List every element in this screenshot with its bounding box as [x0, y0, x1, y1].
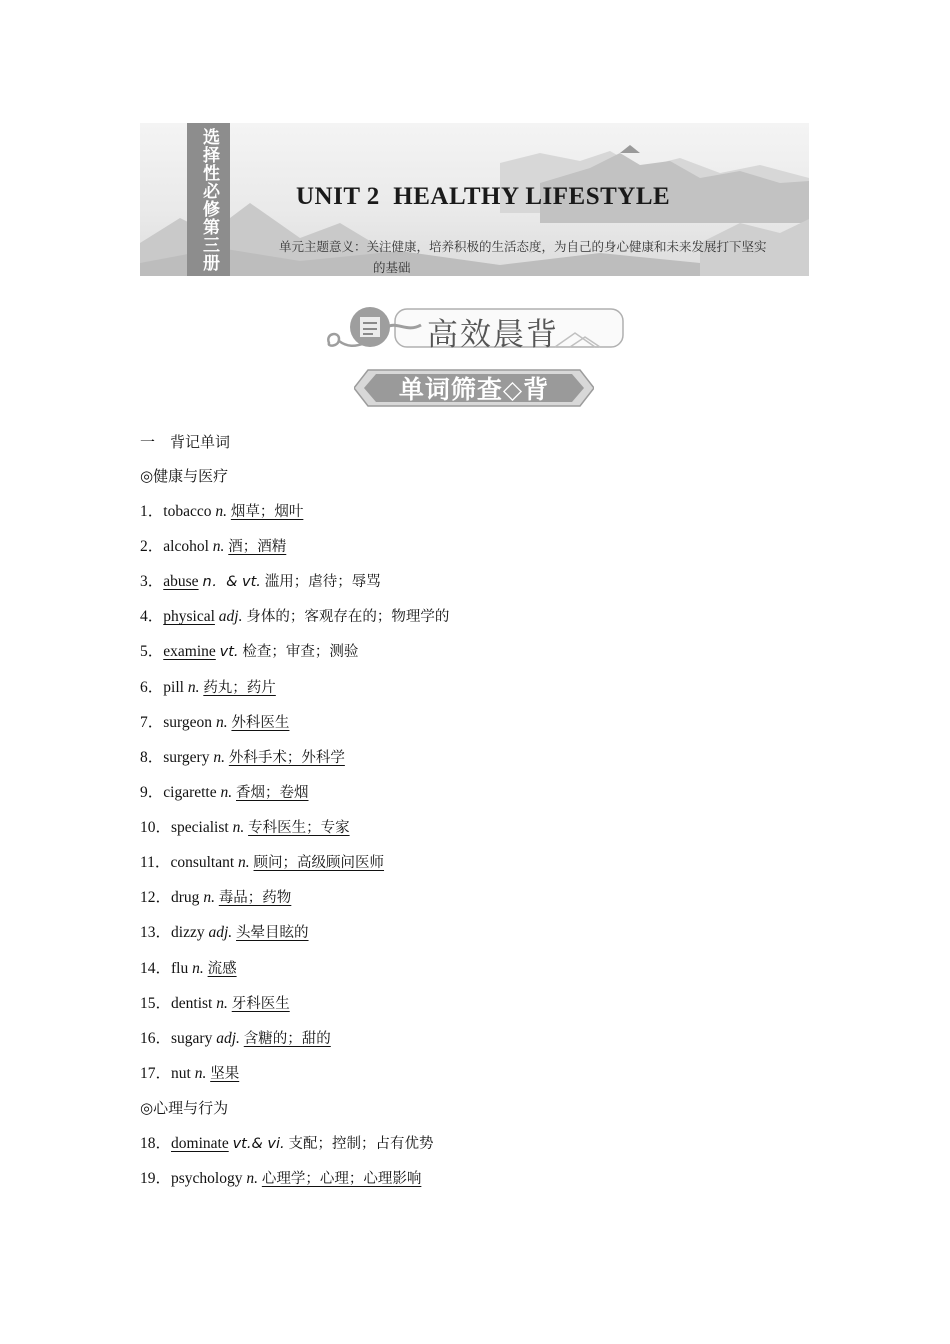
item-pos: n. [215, 714, 228, 731]
item-pos: vt.& vi. [232, 1136, 285, 1152]
section-badge-secondary-label: 单词筛查◇背 [398, 375, 550, 404]
item-number: 17． [140, 1065, 172, 1082]
item-word: consultant [170, 854, 235, 871]
list-item [140, 815, 350, 837]
item-pos: n. [215, 503, 227, 520]
list-item [140, 1131, 433, 1153]
section-badge-primary [325, 303, 625, 355]
item-word: flu [171, 960, 189, 977]
item-number: 4． [140, 608, 164, 625]
item-word: cigarette [163, 784, 217, 801]
list-item [140, 1166, 421, 1188]
item-meaning: 流感 [207, 961, 237, 977]
item-pos: n．& vt. [202, 574, 261, 590]
item-number: 12． [140, 889, 172, 906]
item-word: dominate [171, 1135, 229, 1152]
item-number: 13． [140, 924, 172, 941]
item-meaning: 毒品；药物 [218, 890, 292, 906]
item-meaning: 药丸；药片 [203, 680, 276, 696]
list-item [140, 991, 290, 1013]
list-item [140, 604, 449, 626]
item-meaning: 顾问；高级顾问医师 [253, 855, 385, 871]
item-pos: n. [246, 1170, 258, 1187]
item-word: alcohol [163, 538, 209, 555]
item-number: 19． [140, 1170, 172, 1187]
item-meaning: 滥用；虐待；辱骂 [264, 574, 381, 590]
item-number: 8． [140, 749, 164, 766]
item-word: nut [171, 1065, 191, 1082]
item-word: surgeon [163, 714, 213, 731]
item-number: 14． [140, 960, 172, 977]
item-meaning: 酒；酒精 [228, 539, 287, 555]
item-meaning: 支配；控制；占有优势 [288, 1136, 434, 1152]
item-word: examine [163, 643, 216, 660]
item-meaning: 含糖的；甜的 [243, 1031, 331, 1047]
item-word: surgery [163, 749, 210, 766]
item-pos: adj. [218, 608, 243, 625]
unit-theme-line1: 单元主题意义：关注健康，培养积极的生活态度，为自己的身心健康和未来发展打下坚实 [279, 239, 767, 254]
unit-theme-line2: 的基础 [373, 260, 411, 275]
item-meaning: 坚果 [210, 1066, 240, 1082]
item-number: 9． [140, 784, 164, 801]
section-badge-primary-label: 高效晨背 [427, 317, 559, 353]
item-word: abuse [163, 573, 199, 590]
item-pos: adj. [208, 924, 233, 941]
item-number: 3． [140, 573, 164, 590]
item-number: 16． [140, 1030, 172, 1047]
section-title: 一 背记单词 [140, 433, 231, 451]
item-number: 6． [140, 679, 164, 696]
item-pos: n. [203, 889, 215, 906]
item-word: dizzy [171, 924, 205, 941]
volume-label: 选择性必修第三册 [199, 127, 219, 272]
item-pos: n. [187, 679, 200, 696]
item-meaning: 检查；审查；测验 [242, 644, 359, 660]
list-item [140, 956, 237, 978]
item-word: pill [163, 679, 184, 696]
item-word: physical [163, 608, 215, 625]
item-pos: n. [238, 854, 250, 871]
item-pos: n. [192, 960, 204, 977]
unit-banner [140, 123, 809, 276]
item-pos: n. [194, 1065, 207, 1082]
item-meaning: 头晕目眩的 [236, 925, 309, 941]
item-meaning: 专科医生；专家 [248, 820, 350, 836]
list-item [140, 885, 291, 907]
item-number: 11． [140, 854, 171, 871]
list-item [140, 780, 309, 802]
item-number: 5． [140, 643, 164, 660]
item-word: dentist [171, 995, 213, 1012]
item-pos: n. [232, 819, 245, 836]
item-meaning: 外科医生 [231, 715, 290, 731]
item-word: specialist [171, 819, 229, 836]
item-meaning: 香烟；卷烟 [236, 785, 309, 801]
item-number: 7． [140, 714, 164, 731]
list-item [140, 710, 289, 732]
item-meaning: 烟草；烟叶 [230, 504, 304, 520]
list-item [140, 745, 345, 767]
item-pos: n. [216, 995, 228, 1012]
list-item [140, 920, 309, 942]
item-word: psychology [171, 1170, 243, 1187]
list-item [140, 569, 381, 591]
item-pos: n. [220, 784, 233, 801]
item-meaning: 身体的；客观存在的；物理学的 [246, 609, 450, 625]
item-number: 15． [140, 995, 172, 1012]
list-item [140, 534, 286, 556]
item-pos: adj. [216, 1030, 240, 1047]
item-meaning: 心理学；心理；心理影响 [261, 1171, 422, 1187]
list-item [140, 675, 276, 697]
item-word: sugary [171, 1030, 213, 1047]
item-pos: n. [213, 749, 225, 766]
unit-theme [279, 236, 807, 276]
item-number: 10． [140, 819, 172, 836]
item-word: drug [171, 889, 200, 906]
list-item [140, 1061, 239, 1083]
section-badge-secondary [354, 366, 594, 410]
item-meaning: 牙科医生 [231, 996, 290, 1012]
list-item [140, 1026, 331, 1048]
item-word: tobacco [163, 503, 212, 520]
item-number: 18． [140, 1135, 172, 1152]
item-pos: vt. [219, 644, 239, 660]
item-number: 2． [140, 538, 164, 555]
list-item [140, 850, 384, 872]
volume-strip [187, 123, 230, 276]
list-item [140, 499, 303, 521]
item-pos: n. [212, 538, 225, 555]
group-heading-psychology: ◎心理与行为 [140, 1099, 229, 1117]
group-heading-health: ◎健康与医疗 [140, 467, 229, 485]
item-number: 1． [140, 503, 164, 520]
list-item [140, 639, 358, 661]
unit-title: UNIT 2 HEALTHY LIFESTYLE [296, 183, 671, 210]
item-meaning: 外科手术；外科学 [228, 750, 345, 766]
